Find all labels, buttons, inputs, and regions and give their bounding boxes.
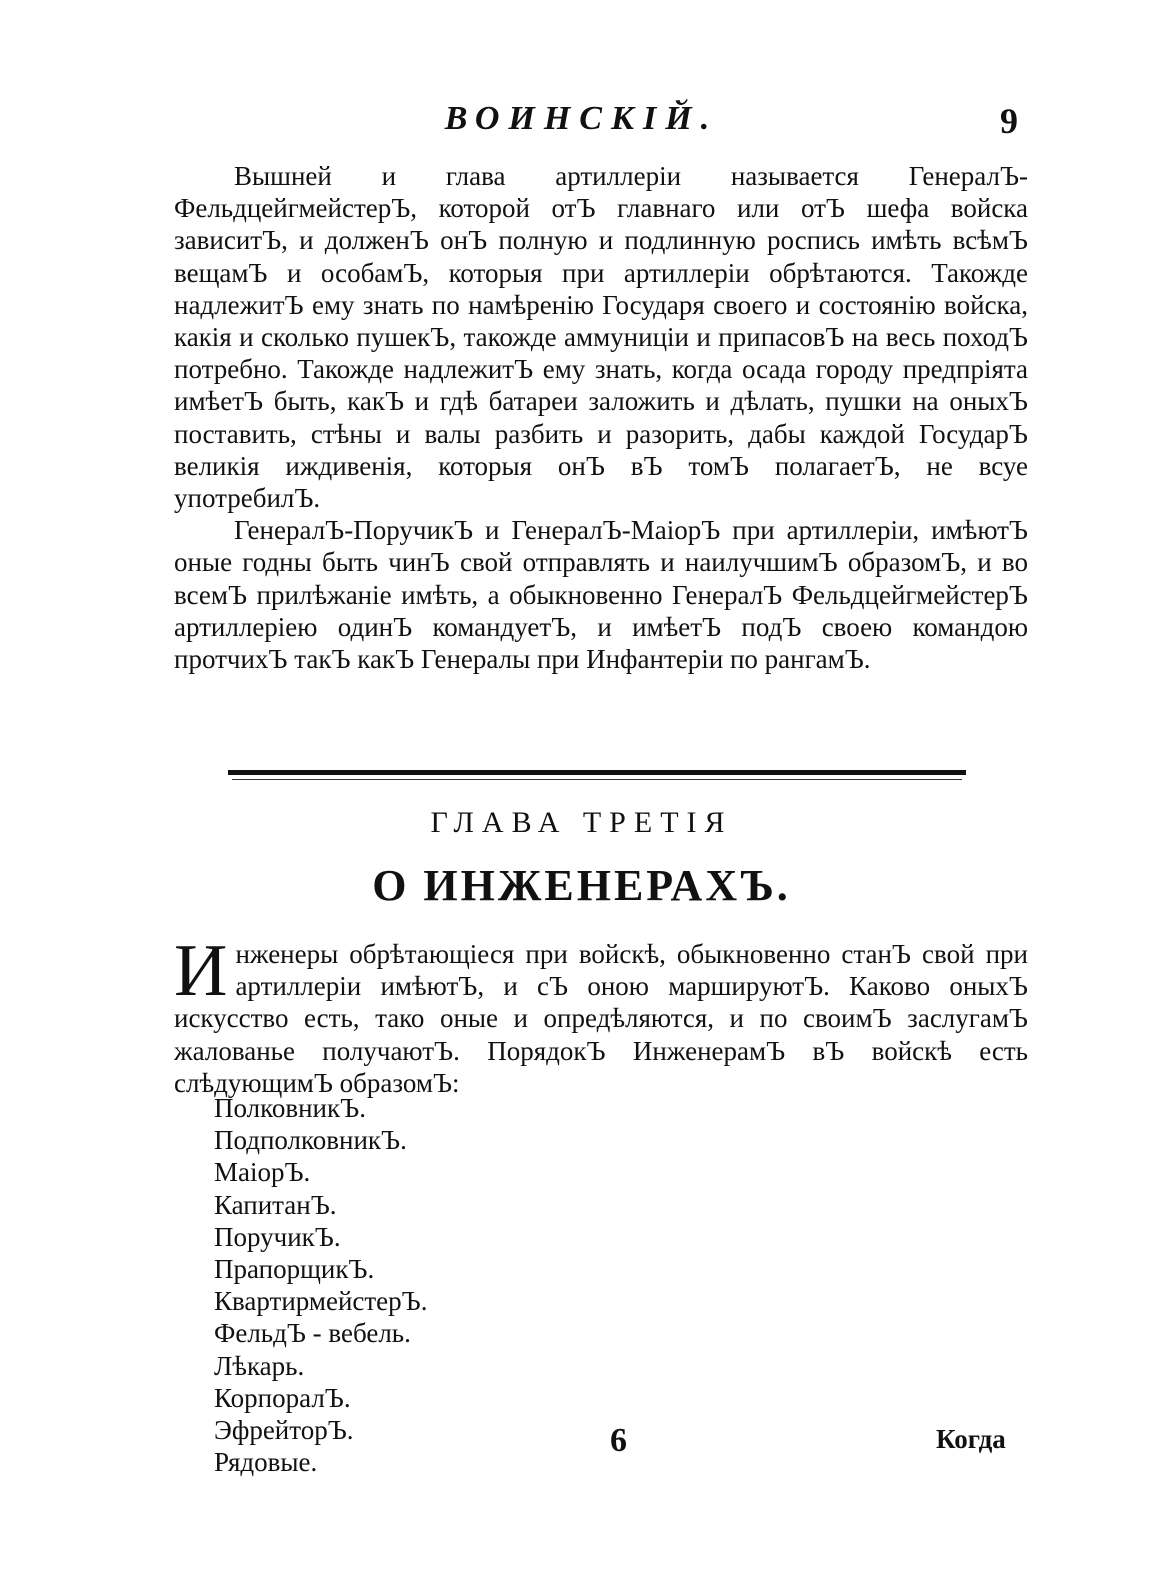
list-item: МаіорЪ. xyxy=(214,1157,311,1188)
artillery-text-block xyxy=(174,160,1028,675)
list-item: ЭфрейторЪ. xyxy=(214,1415,354,1446)
paragraph-engineers: нженеры обрѣтающіеся при войскѣ, обыкновенно станЪ свой при артиллеріи имѣютЪ, и сЪ оною маршируютЪ. Каково оныхЪ искусство есть, тако оные и опредѣляются, и по своимЪ заслугамЪ жалованье получаютЪ. ПорядокЪ ИнженерамЪ вЪ войскѣ есть слѣдующимЪ образомЪ: xyxy=(174,939,1028,1098)
list-item: ПрапорщикЪ. xyxy=(214,1254,375,1285)
paragraph-general-lieutenant: ГенералЪ-ПоручикЪ и ГенералЪ-МаіорЪ при артиллеріи, имѣютЪ оные годны быть чинЪ свой отправлять и наилучшимЪ образомЪ, и во всемЪ прилѣжаніе имѣть, а обыкновенно ГенералЪ ФельдцейгмейстерЪ артиллеріею одинЪ командуетЪ, и имѣетЪ подЪ своею командою протчихЪ такЪ какЪ Генералы при Инфантеріи по рангамЪ. xyxy=(174,515,1028,675)
drop-cap: И xyxy=(174,930,228,1012)
chapter-title: О ИНЖЕНЕРАХЪ. xyxy=(372,861,791,910)
engineers-text-block xyxy=(174,930,1028,1099)
running-head: ВОИНСКІЙ. xyxy=(444,100,719,137)
section-divider xyxy=(228,770,966,775)
list-item: ПоручикЪ. xyxy=(214,1221,341,1252)
chapter-label: ГЛАВА ТРЕТІЯ xyxy=(430,806,733,839)
list-item: ФельдЪ - вебель. xyxy=(214,1318,411,1349)
list-item: ПолковникЪ. xyxy=(214,1093,366,1123)
page-number: 9 xyxy=(1000,101,1018,141)
list-item: КапитанЪ. xyxy=(214,1189,337,1220)
signature-mark: 6 xyxy=(610,1422,627,1459)
list-item: Рядовые. xyxy=(214,1447,318,1478)
paragraph-general-feldzeugmeister: Вышней и глава артиллеріи называется ГенералЪ-ФельдцейгмейстерЪ, которой отЪ главнаго или отЪ шефа войска зависитЪ, и долженЪ онЪ полную и подлинную роспись имѣть всѣмЪ вещамЪ и особамЪ, которыя при артиллеріи обрѣтаются. Такожде надлежитЪ ему знать по намѣренію Государя своего и состоянію войска, какія и сколько пушекЪ, такожде аммуниціи и припасовЪ на весь походЪ потребно. Такожде надлежитЪ ему знать, когда осада городу предпріята имѣетЪ быть, какЪ и гдѣ батареи заложить и дѣлать, пушки на оныхЪ поставить, стѣны и валы разбить и разорить, дабы каждой ГосударЪ великія иждивенія, которыя онЪ вЪ томЪ полагаетЪ, не всуе употребилЪ. xyxy=(174,161,1028,514)
list-item: КорпоралЪ. xyxy=(214,1382,351,1413)
list-item: ПодполковникЪ. xyxy=(214,1125,407,1156)
catchword: Когда xyxy=(936,1424,1006,1454)
section-divider-thin xyxy=(232,779,962,780)
list-item: Лѣкарь. xyxy=(214,1350,305,1381)
list-item: КвартирмейстерЪ. xyxy=(214,1286,428,1317)
engineer-rank-list xyxy=(214,1092,427,1478)
